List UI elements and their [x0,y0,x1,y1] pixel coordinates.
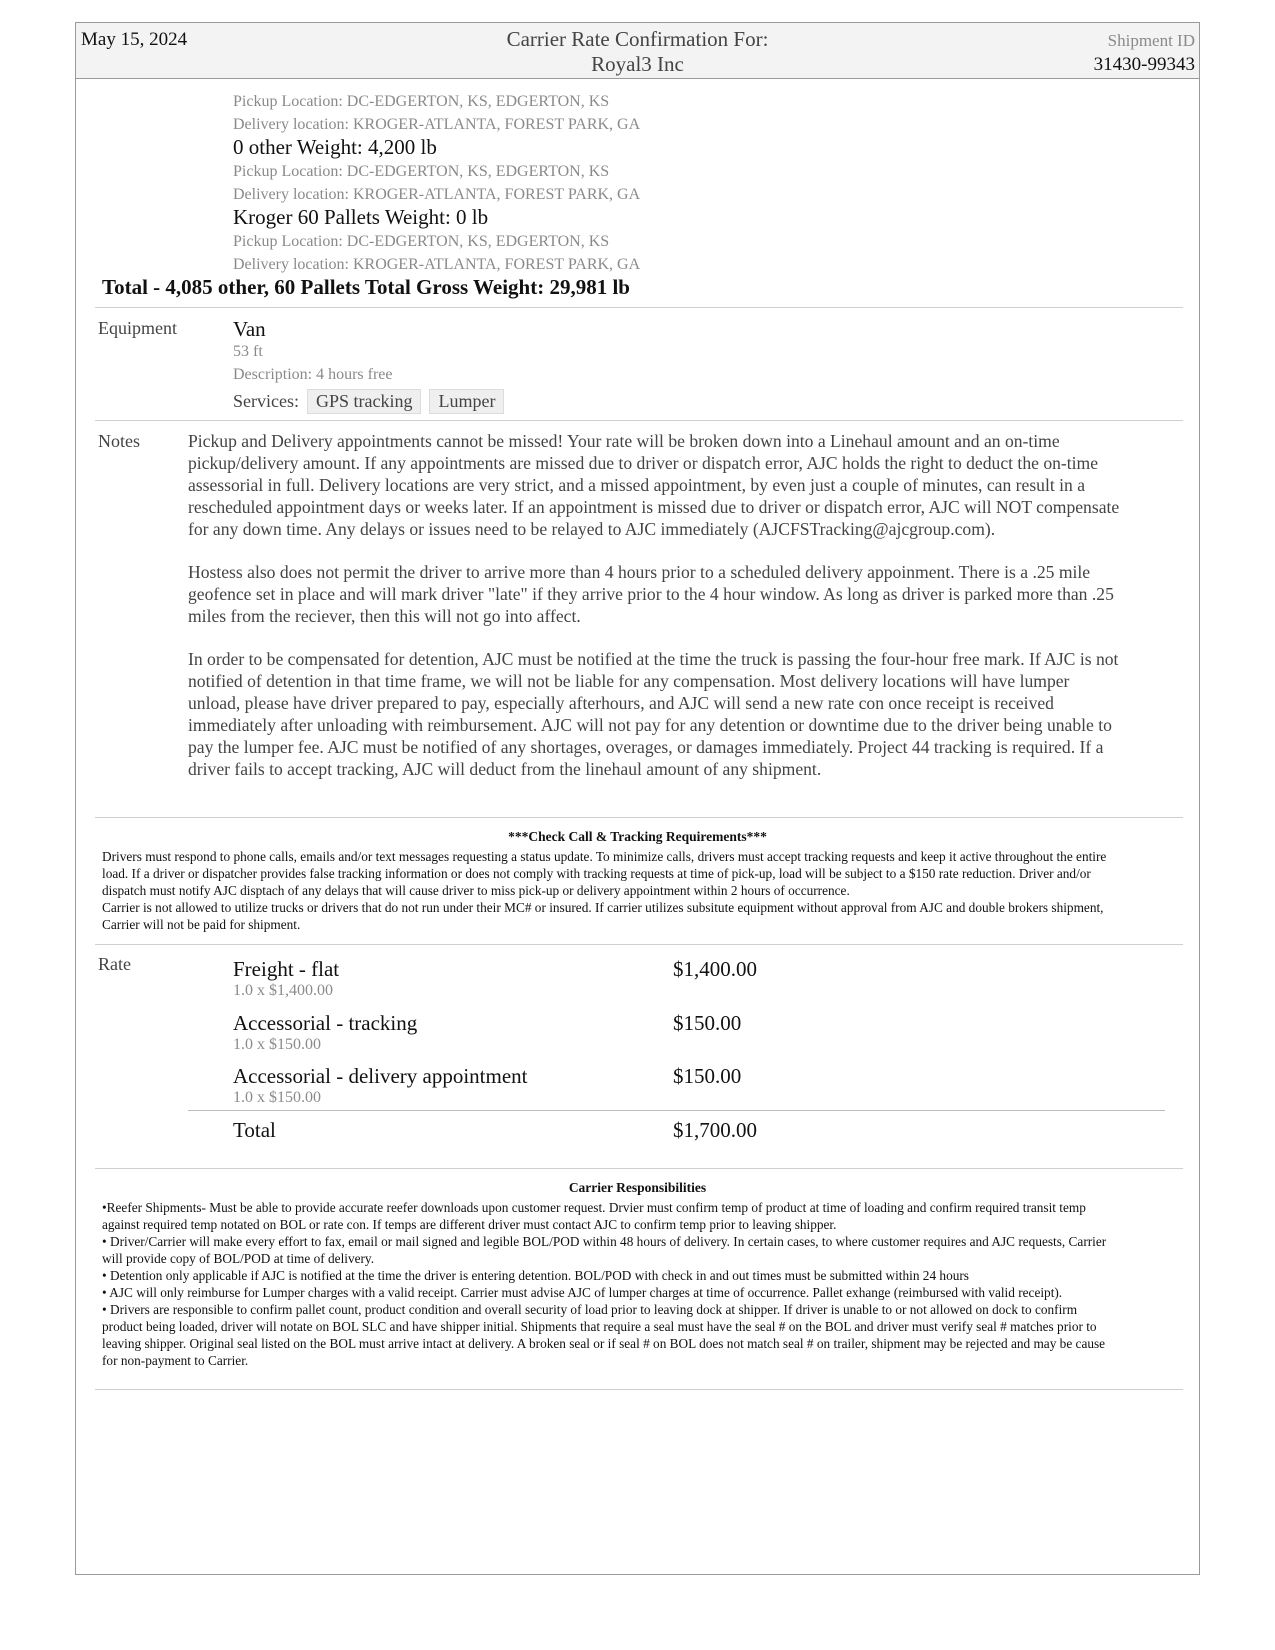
responsibilities-heading: Carrier Responsibilities [568,1180,707,1195]
equipment-description: Description: 4 hours free [233,366,393,383]
total-gross-weight: Total - 4,085 other, 60 Pallets Total Gross Weight: 29,981 lb [102,275,630,299]
section-divider [95,817,1183,818]
rate-line-amount: $1,400.00 [673,957,757,981]
rate-line-detail: 1.0 x $150.00 [233,1089,321,1106]
delivery-location: Delivery location: KROGER-ATLANTA, FOREST PARK, GA [233,186,641,203]
customer-name: Royal3 Inc [591,52,684,76]
section-divider [95,944,1183,945]
rate-line-amount: $150.00 [673,1011,742,1035]
responsibility-item: • Driver/Carrier will make every effort to fax, email or mail signed and legible BOL/POD within 48 hours of delivery. In certain cases, to where customer requires and AJC requests, Carrier will provide copy of BOL/POD at time of delivery. [102,1234,1107,1266]
notes-label: Notes [98,431,140,451]
document-title [76,27,1199,77]
pickup-location: Pickup Location: DC-EDGERTON, KS, EDGERTON, KS [233,163,610,180]
responsibility-item: • AJC will only reimburse for Lumper charges with a valid receipt. Carrier must advise AJC of lumper charges at time of occurrence. Pallet exhange (reimbursed with valid receipt). [102,1285,1063,1300]
commodity-item-title: 0 other Weight: 4,200 lb [233,135,437,159]
shipment-id-value: 31430-99343 [1093,54,1195,75]
commodity-item-title: Kroger 60 Pallets Weight: 0 lb [233,205,489,229]
check-call-paragraph: Drivers must respond to phone calls, emails and/or text messages requesting a status update. To minimize calls, drivers must accept tracking requests and keep it active throughout the entire load. If a driver or dispatcher provides false tracking information or does not comply with tracking requests at time of pick-up, load will be subject to a $150 rate reduction. Driver and/or dispatch must notify AJC disptach of any delays that will cause driver to miss pick-up or delivery appointment within 2 hours of occurrence. [102,849,1107,898]
notes-body [188,430,1123,780]
rate-line-name: Accessorial - delivery appointment [233,1064,528,1088]
notes-paragraph: Hostess also does not permit the driver to arrive more than 4 hours prior to a scheduled delivery appoinment. There is a .25 mile geofence set in place and will mark driver "late" if they arrive prior to the 4 hour window. As long as driver is parked more than .25 miles from the reciever, then this will not go into affect. [188,562,1114,626]
equipment-type: Van [233,317,266,341]
shipment-id-block [1094,29,1195,77]
rate-line-name: Accessorial - tracking [233,1011,418,1035]
document-date: May 15, 2024 [81,29,188,50]
rate-line-name: Freight - flat [233,957,340,981]
check-call-heading: ***Check Call & Tracking Requirements*** [508,829,767,844]
check-call-paragraph: Carrier is not allowed to utilize trucks or drivers that do not run under their MC# or insured. If carrier utilizes subsitute equipment without approval from AJC and double brokers shipment, Carrier will not be paid for shipment. [102,900,1104,932]
responsibility-item: •Reefer Shipments- Must be able to provide accurate reefer downloads upon customer request. Drvier must confirm temp of product at time of loading and confirm required transit temp against required temp notated on BOL or rate con. If temps are different driver must contact AJC to confirm temp prior to leaving shipper. [102,1200,1086,1232]
document-header [76,23,1199,79]
responsibility-item: • Detention only applicable if AJC is notified at the time the driver is entering detention. BOL/POD with check in and out times must be submitted within 24 hours [102,1268,969,1283]
service-chip-lumper: Lumper [429,389,504,414]
equipment-length: 53 ft [233,343,263,360]
rate-line-amount: $150.00 [673,1064,742,1088]
services-label: Services: [233,391,299,411]
responsibilities-body [102,1199,1107,1369]
document-frame [75,22,1200,1575]
section-divider [95,1389,1183,1390]
equipment-services [233,389,504,414]
shipment-id-label: Shipment ID [1107,31,1195,50]
notes-paragraph: In order to be compensated for detention, AJC must be notified at the time the truck is passing the four-hour free mark. If AJC is not notified of detention in that time frame, we will not be liable for any compensation. Most delivery locations will have lumper unload, please have driver prepared to pay, especially afterhours, and AJC will send a new rate con once receipt is received immediately after unloading with reimbursement. AJC will not pay for any detention or downtime due to the driver being unable to pay the lumper fee. AJC must be notified of any shortages, overages, or damages immediately. Project 44 tracking is required. If a driver fails to accept tracking, AJC will deduct from the linehaul amount of any shipment. [188,649,1119,779]
section-divider [95,307,1183,308]
rate-total-divider [188,1110,1165,1111]
delivery-location: Delivery location: KROGER-ATLANTA, FOREST PARK, GA [233,116,641,133]
rate-label: Rate [98,954,131,974]
title-line-1: Carrier Rate Confirmation For: [506,27,769,51]
responsibility-item: • Drivers are responsible to confirm pallet count, product condition and overall security of load prior to leaving dock at shipper. If driver is unable to or not allowed on dock to confirm product being loaded, driver will notate on BOL SLC and have shipper initial. Shipments that require a seal must have the seal # on the BOL and driver must verify seal # matches prior to leaving shipper. Original seal listed on the BOL must arrive intact at delivery. A broken seal or if seal # on BOL does not match seal # on trailer, shipment may be rejected and may be cause for non-payment to Carrier. [102,1302,1106,1368]
section-divider [95,1168,1183,1169]
equipment-label: Equipment [98,318,177,338]
pickup-location: Pickup Location: DC-EDGERTON, KS, EDGERTON, KS [233,233,610,250]
rate-line-detail: 1.0 x $1,400.00 [233,982,333,999]
notes-paragraph: Pickup and Delivery appointments cannot be missed! Your rate will be broken down into a Linehaul amount and an on-time pickup/delivery amount. If any appointments are missed due to driver or dispatch error, AJC holds the right to deduct the on-time assessorial in full. Delivery locations are very strict, and a missed appointment, by even just a couple of minutes, can result in a rescheduled appointment days or weeks later. If an appointment is missed due to driver or dispatch error, AJC will NOT compensate for any down time. Any delays or issues need to be relayed to AJC immediately (AJCFSTracking@ajcgroup.com). [188,431,1120,539]
pickup-location: Pickup Location: DC-EDGERTON, KS, EDGERTON, KS [233,93,610,110]
rate-total-amount: $1,700.00 [673,1118,757,1142]
section-divider [95,420,1183,421]
rate-line-detail: 1.0 x $150.00 [233,1036,321,1053]
delivery-location: Delivery location: KROGER-ATLANTA, FOREST PARK, GA [233,256,641,273]
rate-total-label: Total [233,1118,276,1142]
check-call-body [102,848,1110,933]
service-chip-gps-tracking: GPS tracking [307,389,422,414]
